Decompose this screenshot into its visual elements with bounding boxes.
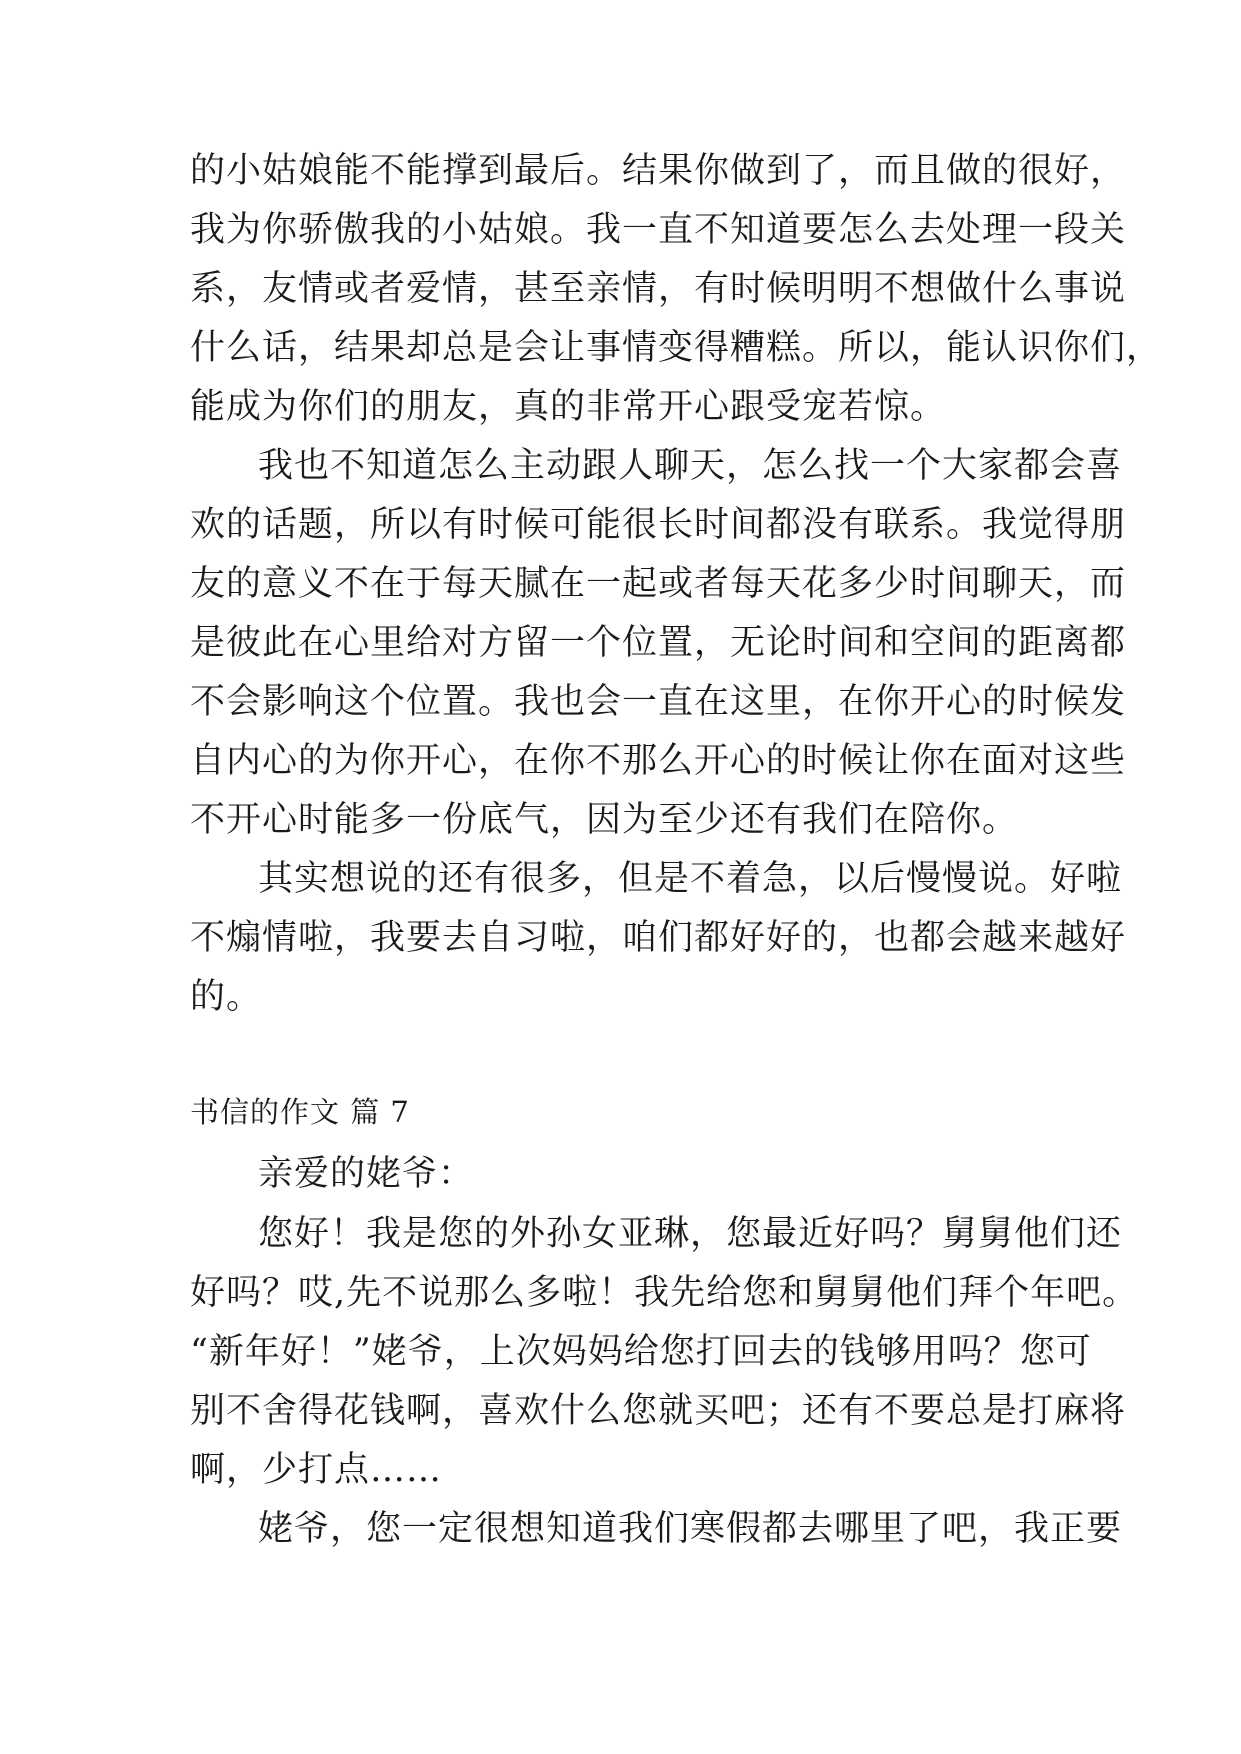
text-line: 能成为你们的朋友，真的非常开心跟受宠若惊。 [190, 387, 947, 427]
text-line: 您好！我是您的外孙女亚琳，您最近好吗？舅舅他们还 [258, 1214, 1123, 1254]
section-title: 书信的作文 篇 7 [190, 1095, 410, 1129]
text-line: 不煽情啦，我要去自习啦，咱们都好好的，也都会越来越好 [190, 918, 1127, 958]
text-line: 的。 [190, 977, 263, 1017]
text-line: 啊，少打点…… [190, 1450, 443, 1490]
text-line: 欢的话题，所以有时候可能很长时间都没有联系。我觉得朋 [190, 505, 1127, 545]
text-line: 我为你骄傲我的小姑娘。我一直不知道要怎么去处理一段关 [190, 210, 1127, 250]
text-line: 自内心的为你开心，在你不那么开心的时候让你在面对这些 [190, 741, 1127, 781]
text-line: 的小姑娘能不能撑到最后。结果你做到了，而且做的很好， [190, 151, 1127, 191]
salutation: 亲爱的姥爷： [258, 1154, 475, 1194]
text-line: 是彼此在心里给对方留一个位置，无论时间和空间的距离都 [190, 623, 1127, 663]
text-line: 姥爷，您一定很想知道我们寒假都去哪里了吧，我正要 [258, 1509, 1123, 1549]
text-line: 不会影响这个位置。我也会一直在这里，在你开心的时候发 [190, 682, 1127, 722]
text-line: 别不舍得花钱啊，喜欢什么您就买吧；还有不要总是打麻将 [190, 1391, 1127, 1431]
text-line: 好吗？哎,先不说那么多啦！我先给您和舅舅他们拜个年吧。 [190, 1273, 1139, 1313]
text-line: 我也不知道怎么主动跟人聊天，怎么找一个大家都会喜 [258, 446, 1123, 486]
text-line: “新年好！”姥爷，上次妈妈给您打回去的钱够用吗？您可 [190, 1332, 1092, 1372]
text-line: 友的意义不在于每天腻在一起或者每天花多少时间聊天，而 [190, 564, 1127, 604]
text-line: 什么话，结果却总是会让事情变得糟糕。所以，能认识你们， [190, 328, 1163, 368]
text-line: 其实想说的还有很多，但是不着急，以后慢慢说。好啦 [258, 859, 1123, 899]
text-line: 系，友情或者爱情，甚至亲情，有时候明明不想做什么事说 [190, 269, 1127, 309]
text-line: 不开心时能多一份底气，因为至少还有我们在陪你。 [190, 800, 1019, 840]
